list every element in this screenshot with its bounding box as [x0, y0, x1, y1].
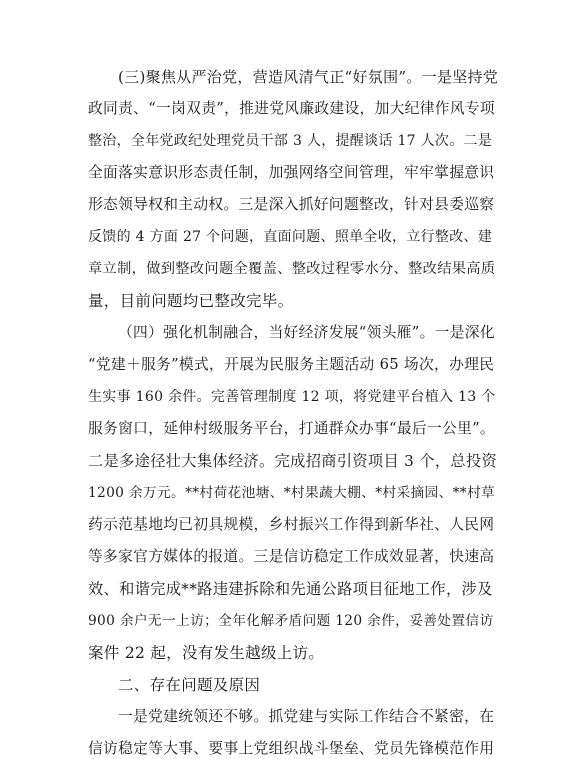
paragraph-1-line-4: 全面落实意识形态责任制，加强网络空间管理，牢牢掌握意识: [88, 164, 495, 181]
paragraph-3-line-1: 一是党建统领还不够。抓党建与实际工作结合不紧密，在: [118, 708, 495, 725]
paragraph-2-line-9: 效、和谐完成**路违建拆除和先通公路项目征地工作，涉及: [88, 580, 493, 598]
paragraph-2-line-11: 案件 22 起，没有发生越级上访。: [88, 644, 325, 662]
paragraph-2-line-10: 900 余户无一上访；全年化解矛盾问题 120 余件，妥善处置信访: [88, 613, 494, 629]
paragraph-3-line-2: 信访稳定等大事、要事上党组织战斗堡垒、党员先锋模范作用: [88, 740, 495, 757]
paragraph-1-line-5: 形态领导权和主动权。三是深入抓好问题整改，针对县委巡察: [88, 196, 495, 213]
paragraph-2-line-4: 服务窗口，延伸村级服务平台，打通群众办事“最后一公里”。: [88, 420, 495, 437]
paragraph-1-line-2: 政同责、“一岗双责”，推进党风廉政建设，加大纪律作风专项: [88, 100, 495, 117]
paragraph-2-line-5: 二是多途径壮大集体经济。完成招商引资项目 3 个，总投资: [88, 452, 498, 470]
paragraph-2-line-6: 1200 余万元。**村荷花池塘、*村果蔬大棚、*村采摘园、**村草: [88, 485, 496, 501]
paragraph-2-line-8: 等多家官方媒体的报道。三是信访稳定工作成效显著，快速高: [88, 548, 495, 565]
paragraph-1-line-7: 章立制，做到整改问题全覆盖、整改过程零水分、整改结果高质: [88, 261, 496, 277]
paragraph-2-line-2: “党建＋服务”模式，开展为民服务主题活动 65 场次，办理民: [88, 356, 495, 373]
paragraph-1-line-6: 反馈的 4 方面 27 个问题，直面问题、照单全收，立行整改、建: [88, 229, 493, 245]
paragraph-1-line-3: 整治，全年党政纪处理党员干部 3 人，提醒谈话 17 人次。二是: [88, 133, 493, 149]
paragraph-2-line-1: （四）强化机制融合，当好经济发展“领头雁”。一是深化: [118, 324, 495, 341]
section-heading: 二、存在问题及原因: [118, 676, 261, 694]
paragraph-2-line-7: 药示范基地均已初具规模，乡村振兴工作得到新华社、人民网: [88, 516, 495, 533]
paragraph-2-line-3: 生实事 160 余件。完善管理制度 12 项，将党建平台植入 13 个: [88, 389, 496, 405]
paragraph-1-line-1: (三)聚焦从严治党，营造风清气正“好氛围”。一是坚持党: [118, 68, 499, 86]
paragraph-1-line-8: 量，目前问题均已整改完毕。: [88, 292, 294, 310]
